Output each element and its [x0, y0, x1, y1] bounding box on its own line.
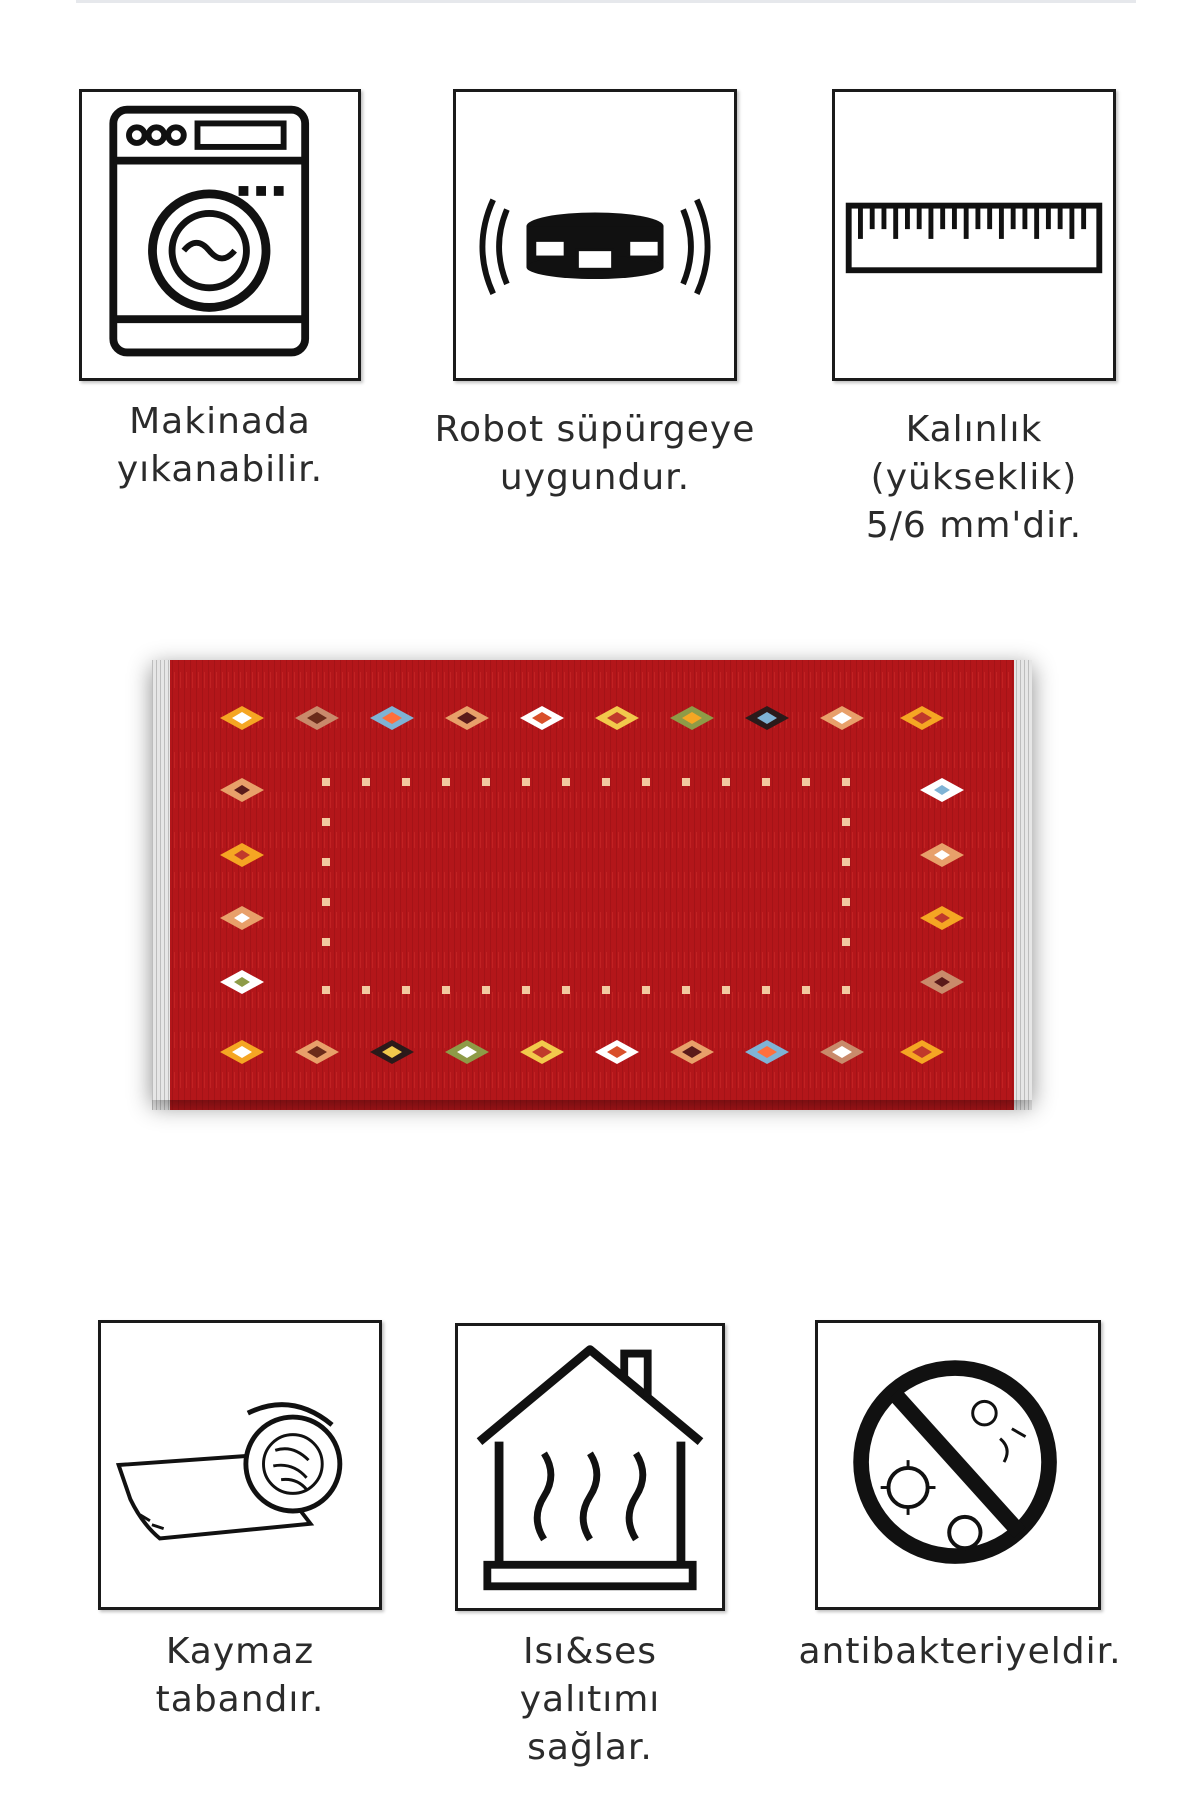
- house-heat-icon: [458, 1326, 722, 1608]
- antibacterial-box: [815, 1320, 1101, 1610]
- feature-caption-insulation: Isı&ses yalıtımı sağlar.: [519, 1631, 661, 1768]
- feature-caption-thickness: Kalınlık (yükseklik) 5/6 mm'dir.: [865, 409, 1083, 546]
- washing-machine-box: [79, 89, 361, 381]
- robot-vacuum-box: [453, 89, 737, 381]
- rolled-rug-box: [98, 1320, 382, 1610]
- feature-caption-washable: Makinada yıkanabilir.: [116, 401, 324, 490]
- feature-caption-nonslip: Kaymaz tabandır.: [155, 1631, 325, 1720]
- robot-vacuum-icon: [456, 92, 734, 378]
- ruler-box: [832, 89, 1116, 381]
- top-divider: [76, 0, 1136, 3]
- washing-machine-icon: [82, 92, 358, 378]
- feature-caption-robot: Robot süpürgeye uygundur.: [434, 409, 756, 498]
- antibacterial-icon: [818, 1323, 1098, 1607]
- feature-caption-antibacterial: antibakteriyeldir.: [798, 1631, 1122, 1672]
- house-heat-box: [455, 1323, 725, 1611]
- rolled-rug-icon: [101, 1323, 379, 1607]
- red-rug-image: [152, 660, 1052, 1120]
- ruler-icon: [835, 92, 1113, 378]
